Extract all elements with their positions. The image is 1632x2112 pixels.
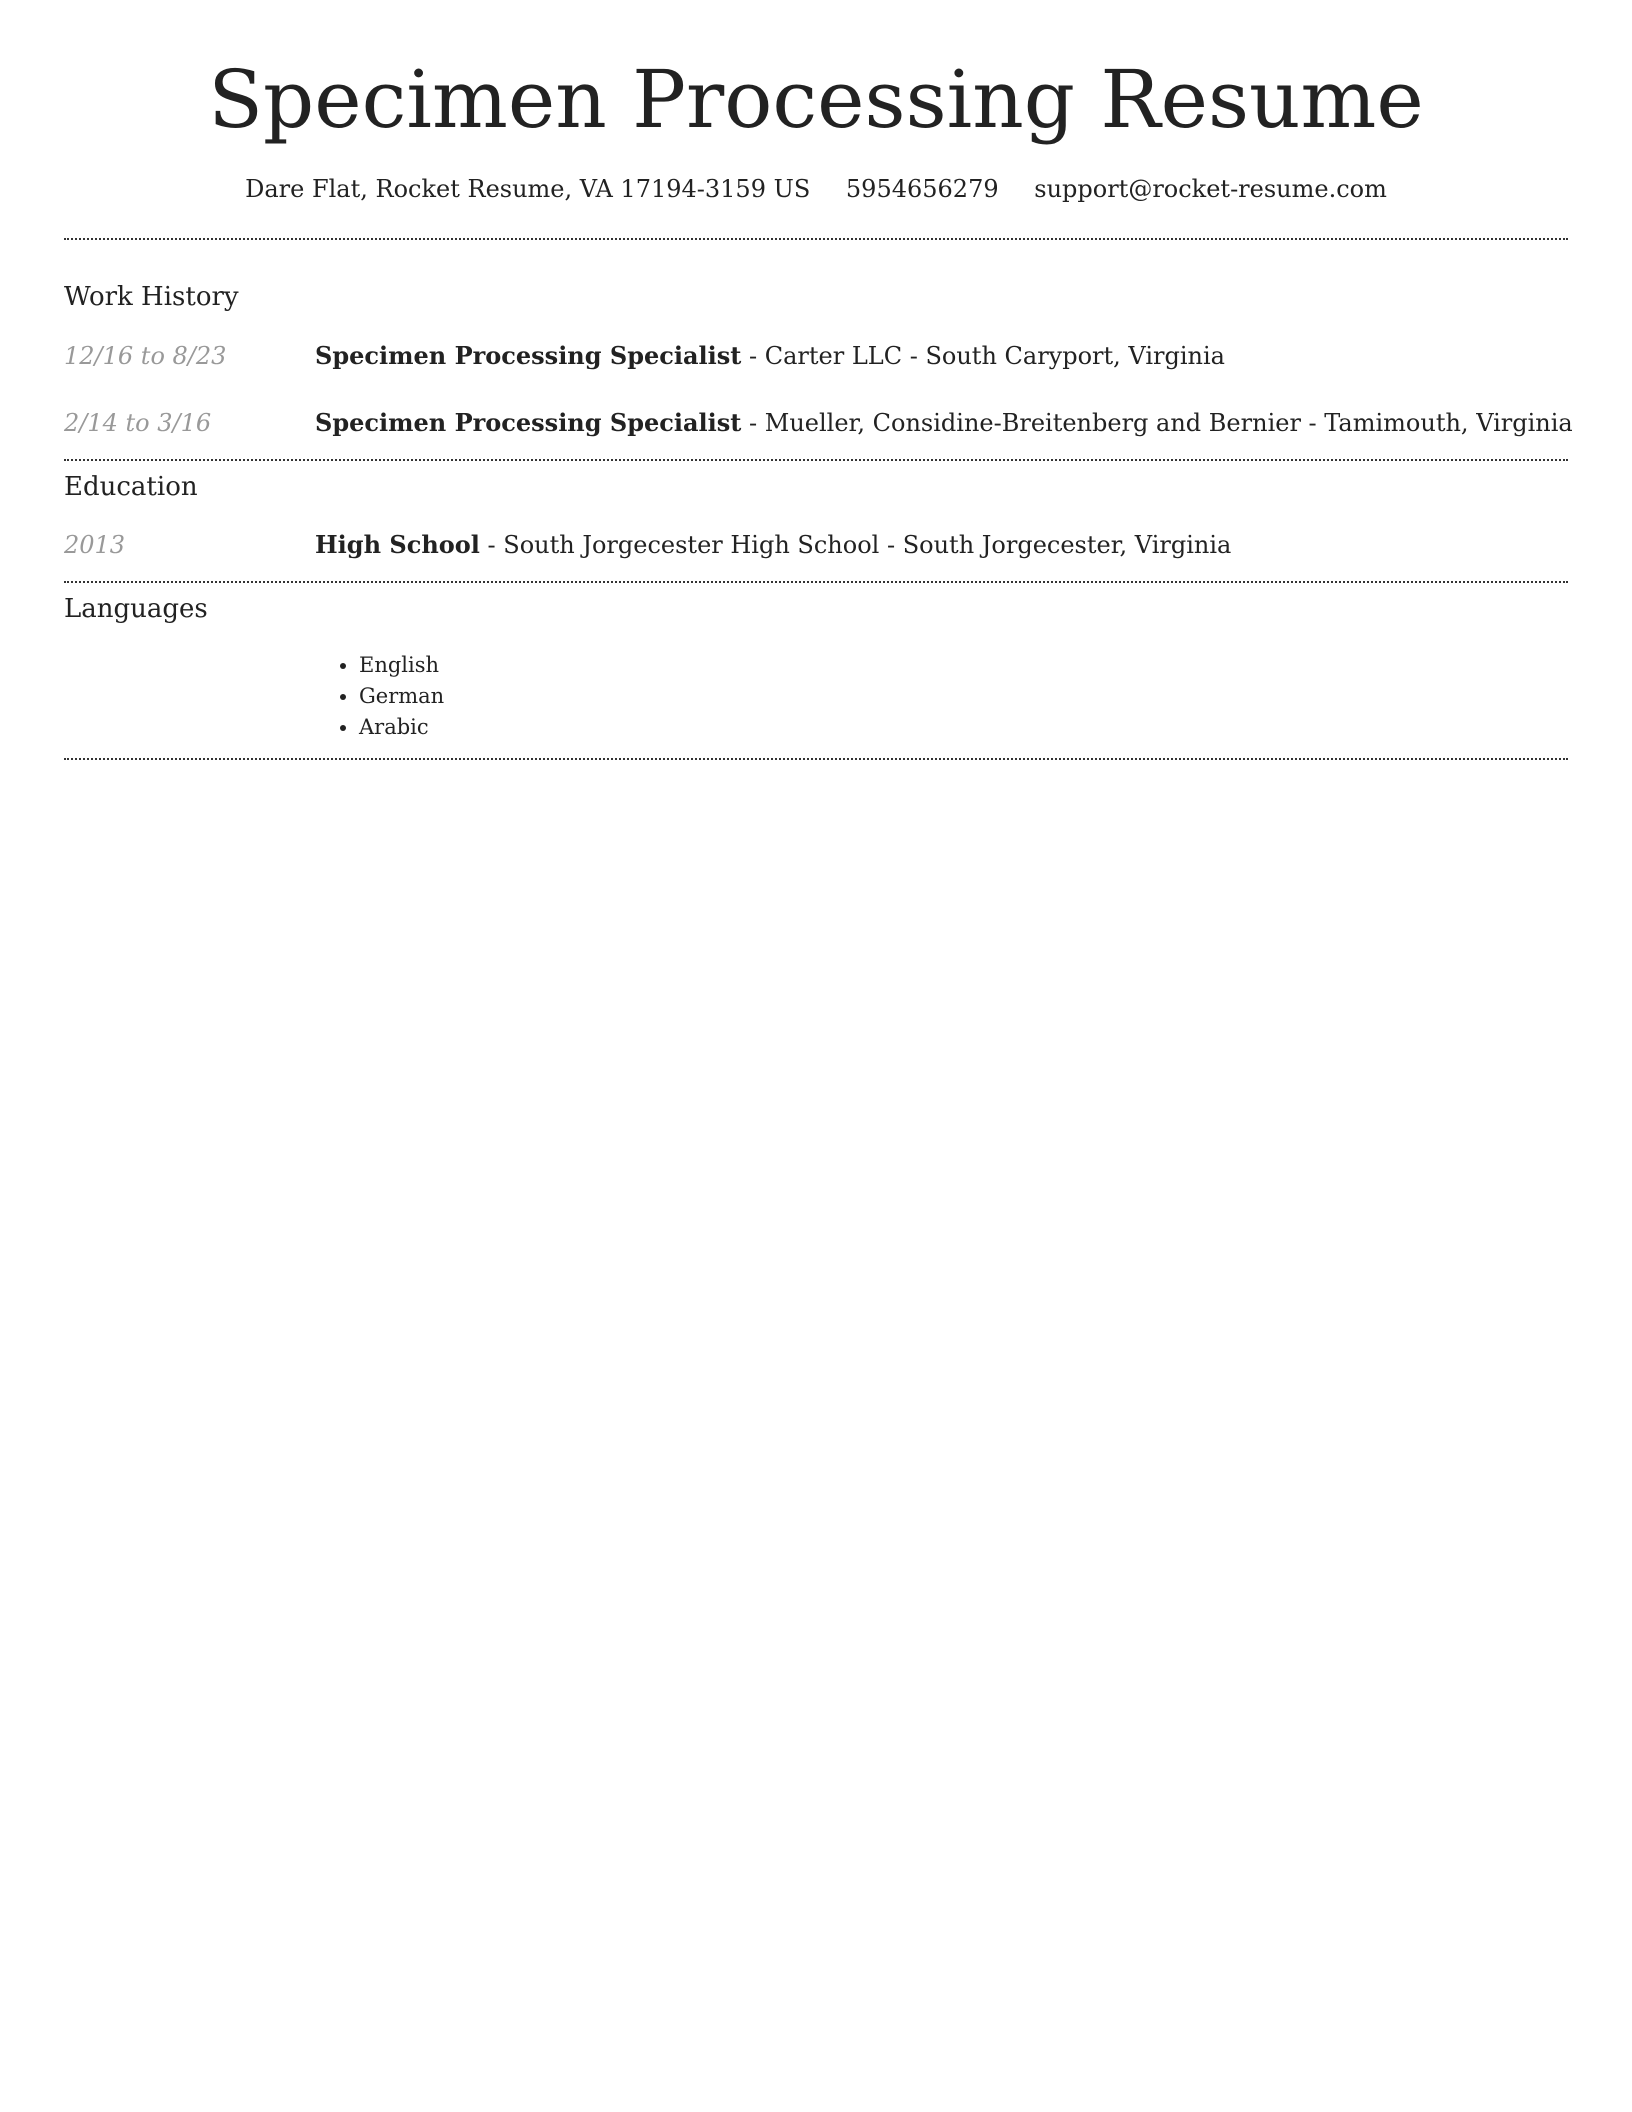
education-details: - South Jorgecester High School - South Jorgecester, Virginia [479,531,1232,559]
divider [64,581,1568,583]
contact-line [0,172,1632,206]
work-details: - Mueller, Considine-Breitenberg and Bernier - Tamimouth, Virginia [741,409,1573,437]
work-date: 12/16 to 8/23 [64,342,227,370]
education-description [315,527,1231,563]
work-description [315,338,1225,374]
contact-phone: 5954656279 [845,175,999,203]
work-description [315,405,1573,441]
work-history-item [0,338,1632,374]
divider [64,238,1568,240]
education-title: High School [315,530,480,559]
resume-title: Specimen Processing Resume [208,53,1424,146]
education-date: 2013 [64,531,126,559]
work-history-heading: Work History [64,282,239,312]
work-date: 2/14 to 3/16 [64,409,212,437]
divider [64,758,1568,760]
languages-heading: Languages [64,594,208,624]
education-item [0,527,1632,563]
work-title: Specimen Processing Specialist [315,408,742,437]
work-history-item [0,405,1632,441]
language-item: • German [359,681,444,712]
language-item: • English [359,650,444,681]
contact-address: Dare Flat, Rocket Resume, VA 17194-3159 US [245,175,811,203]
divider [64,459,1568,461]
education-heading: Education [64,472,198,502]
contact-email: support@rocket-resume.com [1034,175,1387,203]
work-details: - Carter LLC - South Caryport, Virginia [741,342,1225,370]
work-title: Specimen Processing Specialist [315,341,742,370]
languages-list [315,650,444,743]
language-item: • Arabic [359,712,444,743]
